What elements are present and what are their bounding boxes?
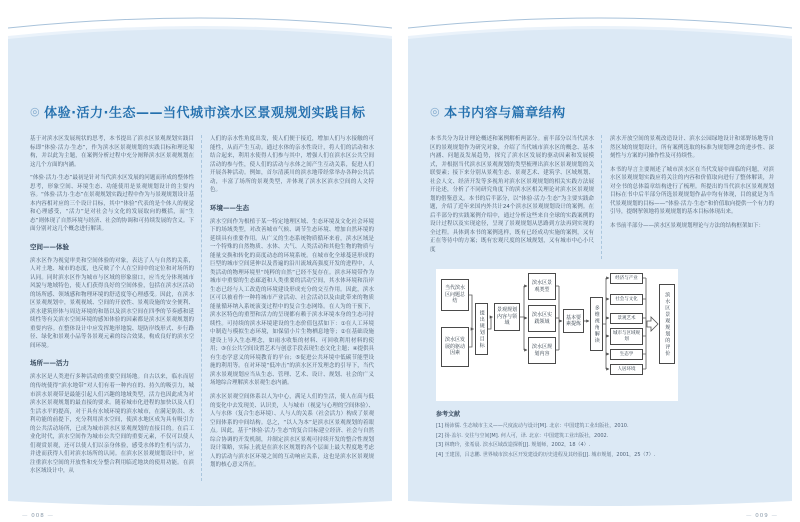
diagram-node-scope: 景观规划内容与领域 [494,303,520,331]
reference-item: [4] 王建国，吕志鹏. 世界城市滨水区开发建设的历史进程及其经验[J]. 城市规划，2001，25（7）. [436,451,656,458]
paragraph: 本书共分为设计理论概述和案例解析两部分。前半部分以当代滨水区的景观规划作为研究对象，介绍了当代城市滨水区的概念、基本内涵、问题及发展趋势，探究了滨水区发展的驱动因素和发展模式，并根据当代滨水区景观规划的类型梳理出滨水区景观规划的关联要素；接下来分别从景观生态、景观艺术、建筑学、区域规划、社会人文、经济开发等多视角对滨水区景观规划的相关实践方法展开论述，分析了不同研究角度下的滨水区相关理论对滨水区景观规划的借鉴意义。本书的后半部分，以“体验·活力·生态”为主要实践命题，介绍了近年来国内外共计24个滨水区景观规划设计的案例。在后半部分的实践案例介绍中，通过分析这些来自全球的实践案例的设计过程以及实现途径，呈现了景观规划从思路到方法再到实现的全过程。具体到本书的案例选样，既有已经成功实施的案例，又有正在等待中的方案；既有宏观尺度的区域规划，又有城市中心小尺度 [430,136,594,253]
diagram-node-practice-field: 滨水区实践领域 [528,305,556,332]
diagram-node-urban-regional-planning: 城市与区域规划 [610,328,643,345]
footer-dash: — [22,513,29,519]
diagram-node-problems: 当代滨水区问题总结 [441,279,469,311]
diagram-node-human-habitat: 人居环境 [610,364,643,375]
footer-dash: — [47,513,54,519]
left-page-column-1 [30,135,194,481]
right-page-body [408,58,792,496]
right-page-number: 009 [755,513,769,519]
references-list [436,422,782,460]
references-section [436,409,792,460]
left-page [8,0,392,522]
structure-diagram [436,269,678,401]
page-top-curve [8,12,392,58]
diagram-node-planning-content: 滨水区规划内容 [528,337,556,364]
right-page [408,0,792,522]
right-section-heading [430,102,772,121]
diagram-node-evaluation: 滨水区景观规划的评价 [659,284,675,364]
left-page-number: 008 [31,513,45,519]
reference-item: [2] 扬·盖尔. 交往与空间[M]. 何人可，译. 北京：中国建筑工业出版社，2002. [436,432,609,439]
page-bottom-curve [8,496,392,512]
paragraph: 人们的亲水性角度出发，使人们便于接近，增加人们与水接触的可能性，从而产生互动。通过水体的亲水性设计，将人们的活动和水结合起来，利用水使得人们参与其中，增强人们在滨水区公共空间活动的参与性，使人们的活动与水体之间产生互动关系，促进人们开展各种活动。例如，首尔清溪川的滨水地带经常举办各种公共活动，丰富了场所的景观类型，并体现了滨水区滨水空间的人文特色。 [210,136,374,194]
paragraph: 空间——体验 [30,242,69,251]
diagram-node-perspective: 多维视角解读 [590,297,603,351]
paragraph: 基于对滨水区发展现状的思考，本书提出了滨水区景观规划实践目标即“体验·活力·生态”，作为滨水区景观规划的实践目标和理论架构，并以此为主题，在案例分析过程中充分阐释滨水区景观规划在这几个方面的内涵。 [30,136,194,168]
section-bullet-icon: ◎ [30,105,41,118]
paragraph: 滨水区作为视觉审美和空间体验的对象，表达了人与自然的关系，人对土地、城市的态度，也反映了个人在空间中的定位和对场所的认同。同时滨水区作为城市与区域的形象窗口，应当充分体现城市风貌与地域特色，使人们获得良好的空间体验，包括在滨水区活动的场所感、领域感和物理环境的舒适度等心理感受。因此，在滨水区景观规划中，景观视域、空间的开放性、景观设施的安全便利、滨水建筑形体与周边环境的和谐以及滨水空间在四季的节奏感和延续性等有关滨水空间环境的感知体验的因素都是滨水区景观规划的重要内容。在整体设计中应发挥地形地貌、堤防岸线形式、步行路径、绿化和景观小品等各景观元素的综合效果，构成良好的滨水空间环境。 [30,257,194,349]
diagram-node-landscape-type: 滨水区景观类型 [528,273,556,300]
paragraph: 滨水区景观空间体系以人为中心，满足人们的生活，使人在高与低的变化中去发现美、认识美，人与城市（视觉与心理的空间体验）、人与水体（复合生态环境）、人与人的关系（社会活力）构成了景观空间体系的中间结构。总之，“以人为本”是滨水区景观规划的着眼点。因此，基于“体验·活力·生态”的复合目标建立经济、社会与自然综合协调的开发机制，并制定滨水区景观可持续开发的整合性规划设计策略，实际上就是在滨水区规划的各个层面上最大程度地考虑人的活动与滨水区环境之间的互动响应关系，这也是滨水区景观规划的核心意义所在。 [210,393,374,469]
paragraph: “体验·活力·生态”最初是针对当代滨水区发展的问题而形成的整体性思考，形象空间、环境生态、功能使用是景观规划设计的主要内容。“体验·活力·生态”在景观规划实践过程中作为与景观规划设计基本内容相对应的三个设计目标，其中“体验”代表的是个体人的视觉和心理感受，“活力”是对社会与文化的发展取向的概括，而“生态”则体现了自然环境与经济、社会的协调和可持续发展的含义。下面分别对这几个概念进行解读。 [30,175,194,233]
paragraph: 环境——生态 [210,203,249,212]
left-page-column-2 [201,135,374,481]
paragraph: 本书前半部分——滨水区景观规划理论与方法的结构框架如下： [610,222,765,229]
reference-item: [3] 林晓玲，张希晨. 滨水区域改造探析[J]. 规划师，2002，18（4）. [436,442,591,449]
section-bullet-icon: ◎ [430,105,441,118]
right-page-footer [746,513,778,519]
footer-dash: — [746,513,753,519]
right-page-title: 本书内容与篇章结构 [444,106,566,121]
diagram-node-economy: 经济与产业 [610,273,643,284]
paragraph: 滨水空间作为根植于某一特定地理区域、生态环境及文化社会环境下的场域类型，对改善城市气候、调节生态环境、增加自然环境的延续具有重要作用。从广义的生态系统物质循环来看，滨水区域是一个特殊的自然物质、水体、大气、人类活动和其他生物的物质与能量交换和转化的高度动态的环境系统。在城市化全球蔓延形成的巨型的城市空间延伸以及普遍的沿川流域高强度开发的进程中，人类活动的物理环境里“纯粹的自然”已经不复存在。滨水环境带作为城市中重要的生态廊道和人类重要的活动空间，其水体环境和沿岸生态已经与人工改造的环境建设形成充分的交互作用。因此，滨水区可以被看作一种将城市产业活动、社会活动以及由此带来的物质能量循环纳入系统演变过程中的复合生态网络。在人为的干预下，滨水区特色的重塑和活力的呈现都有赖于滨水环境本身的生态可持续性。可持续的滨水环境建设的生态价值包括如下：①在人工环境中制造与模拟生态环境，如保留小片生物栖息地等；②在基础设施建设上导入生态理念，如雨水收集的材料、可回收利用材料的使用；③在公共空间设置艺术与创意手段表现生态文化主题；④提供具有生态学意义的环境教育的平台；⑤促进公共环境中低碳节能型设施的利用等。在对环境“低冲击”的滨水区开发理念的引导下，当代滨水景观规划应当从生态、管理、艺术、设计、规划、社会的广义场地综合理解滨水景观生态内涵。 [210,218,374,387]
paragraph: 本书的导言主要阐述了城市滨水区在当代发展中面临的问题，对滨水区景观规划实践应将关注的内容和价值取向进行了整体解读，并对全书的总体篇章结构进行了梳理。所提出的当代滨水区景观规划目标在书中后半部分所选景观规划作品中均有体现，目的就是为当代景观规划的目标——“体验·活力·生态”和价值取向提供一个有力的引导，提纲挈领地将景观规划的基本目标体现出来。 [610,166,774,216]
page-top-curve [408,12,792,58]
right-page-column-2 [601,135,774,259]
diagram-node-basic-elements: 基本要素提炼 [563,309,584,333]
reference-item: [1] 杨沛儒. 生态城市主义——尺度流动与设计[M]. 北京：中国建筑工业出版社，2010. [436,423,629,430]
paragraph: 滨水区是人类进行多种活动的重要空间场地。自古以来，临水而居的传统使得“滨水地带”对人们有着一种内在的、持久的吸引力，城市滨水景观带是最能引起人们兴趣的地域类型，活力也因此成为对滨水区景观规划的最直接的要求。随着城市化进程的加快以及人们生活水平的提高，对于具有水域环境的滨水城市，在满足防洪、水利功能的前提下，充分利用滨水空间，使滨水地区成为具有吸引力的公共活动场所，已成为城市滨水区景观规划的直接目的。在后工业化时代，滨水空间作为城市公共空间的重要元素，不仅可以使人们观赏景观，还可以使人们以亲身体验，感受水体的生机与活力，并进而获得人们对滨水场所的认同。在滨水区景观规划设计中，应注重滨水空间的开放性和充分整合利用临近地块的使用功能。在滨水区域设计中，从 [30,374,194,475]
left-section-heading [30,102,372,121]
page-bottom-curve [408,496,792,512]
diagram-node-society-culture: 社会与文化 [610,294,643,305]
paragraph: 滨水开放空间的景观改造设计、滨水公园绿地设计和郊野场地等自然区域的规划设计。所有案例选取的标准为规划理念的进步性、深刻性与方案的可操作性及可持续性。 [610,136,774,160]
diagram-node-ecology: 生态学 [610,349,643,360]
left-page-title: 体验·活力·生态——当代城市滨水区景观规划实践目标 [44,106,366,121]
left-page-columns [30,135,374,481]
diagram-node-landscape-art: 景观艺术 [610,313,643,324]
right-page-columns [430,135,774,259]
references-title: 参考文献 [436,411,461,419]
diagram-node-drivers: 滨水区发展的驱动因素 [441,327,469,367]
diagram-node-goal: 提出规划目标 [475,303,488,355]
footer-dash: — [771,513,778,519]
left-page-footer [22,513,54,519]
left-page-body [8,58,392,496]
right-page-column-1 [430,135,594,259]
paragraph: 场所——活力 [30,359,69,368]
